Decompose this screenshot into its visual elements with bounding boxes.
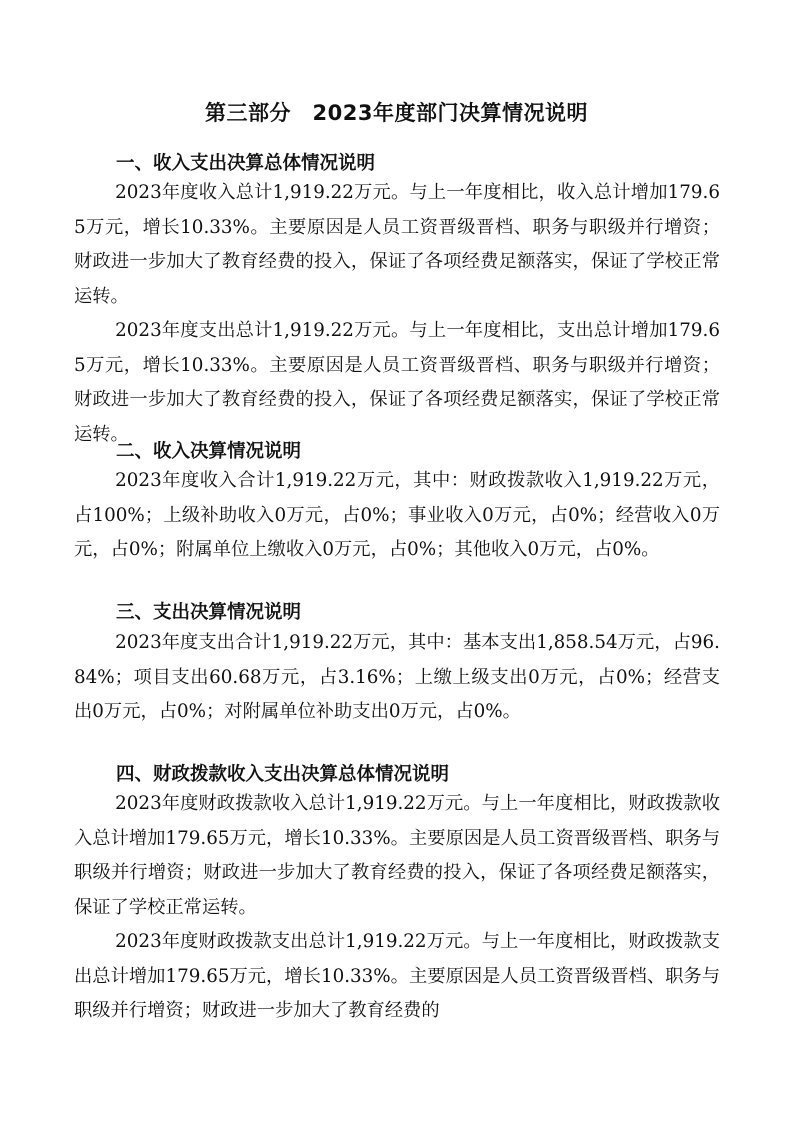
- page-title: 第三部分 2023年度部门决算情况说明: [205, 101, 588, 125]
- section-3-paragraph-1: 2023年度支出合计1,919.22万元，其中：基本支出1,858.54万元，占96.84%；项目支出60.68万元，占3.16%；上缴上级支出0万元，占0%；经营支出0万元，占0%；对附属单位补助支出0万元，占0%。: [74, 632, 720, 723]
- section-4-paragraph-2: 2023年度财政拨款支出总计1,919.22万元。与上一年度相比，财政拨款支出总计增加179.65万元，增长10.33%。主要原因是人员工资晋级晋档、职务与职级并行增资；财政进一步加大了教育经费的: [74, 931, 720, 1022]
- section-heading-2: 二、收入决算情况说明: [116, 441, 302, 462]
- section-4-paragraph-1: 2023年度财政拨款收入总计1,919.22万元。与上一年度相比，财政拨款收入总计增加179.65万元，增长10.33%。主要原因是人员工资晋级晋档、职务与职级并行增资；财政进一步加大了教育经费的投入，保证了各项经费足额落实，保证了学校正常运转。: [74, 793, 720, 918]
- section-1-paragraph-1: 2023年度收入总计1,919.22万元。与上一年度相比，收入总计增加179.65万元，增长10.33%。主要原因是人员工资晋级晋档、职务与职级并行增资；财政进一步加大了教育经费的投入，保证了各项经费足额落实，保证了学校正常运转。: [74, 182, 720, 307]
- section-heading-4: 四、财政拨款收入支出决算总体情况说明: [116, 764, 450, 785]
- section-2-paragraph-1: 2023年度收入合计1,919.22万元，其中：财政拨款收入1,919.22万元，占100%；上级补助收入0万元，占0%；事业收入0万元，占0%；经营收入0万元，占0%；附属单位上缴收入0万元，占0%；其他收入0万元，占0%。: [74, 470, 720, 561]
- section-1-paragraph-2: 2023年度支出总计1,919.22万元。与上一年度相比，支出总计增加179.65万元，增长10.33%。主要原因是人员工资晋级晋档、职务与职级并行增资；财政进一步加大了教育经费的投入，保证了各项经费足额落实，保证了学校正常运转。: [74, 320, 720, 445]
- section-heading-3: 三、支出决算情况说明: [116, 602, 302, 623]
- section-heading-1: 一、收入支出决算总体情况说明: [116, 153, 376, 174]
